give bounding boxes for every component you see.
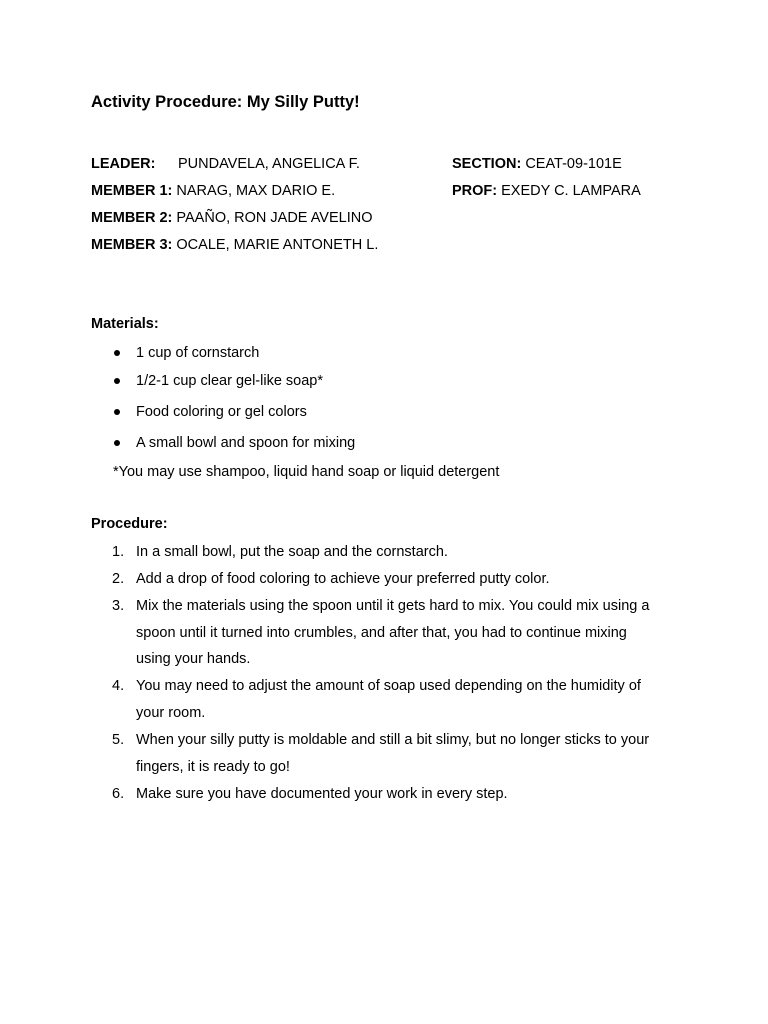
materials-heading: Materials:	[91, 316, 159, 332]
step-text-continued: fingers, it is ready to go!	[136, 759, 290, 775]
step-number: 3.	[112, 598, 125, 614]
prof-value: EXEDY C. LAMPARA	[501, 183, 641, 199]
step-text: In a small bowl, put the soap and the cornstarch.	[136, 544, 448, 560]
member2-row	[91, 209, 372, 227]
materials-item: Food coloring or gel colors	[136, 404, 307, 420]
step-number: 4.	[112, 678, 125, 694]
materials-item: A small bowl and spoon for mixing	[136, 435, 356, 451]
bullet-icon	[114, 350, 120, 356]
step-text: Make sure you have documented your work in every step.	[136, 786, 508, 802]
leader-name: PUNDAVELA, ANGELICA F.	[178, 156, 360, 172]
bullet-icon	[114, 409, 120, 415]
prof-label: PROF:	[452, 183, 498, 199]
leader-row	[91, 155, 155, 173]
materials-note: *You may use shampoo, liquid hand soap or liquid detergent	[113, 464, 500, 480]
step-text: When your silly putty is moldable and still a bit slimy, but no longer sticks to your	[136, 732, 650, 748]
section-row	[452, 155, 622, 173]
member1-label: MEMBER 1:	[91, 183, 173, 199]
leader-label: LEADER:	[91, 156, 156, 172]
procedure-heading: Procedure:	[91, 516, 168, 532]
step-number: 2.	[112, 571, 125, 587]
materials-item: 1 cup of cornstarch	[136, 345, 260, 361]
step-text: Add a drop of food coloring to achieve your preferred putty color.	[136, 571, 550, 587]
member2-name: PAAÑO, RON JADE AVELINO	[176, 210, 373, 226]
step-text-continued: your room.	[136, 705, 206, 721]
step-text-continued: spoon until it turned into crumbles, and after that, you had to continue mixing	[136, 625, 627, 641]
member3-label: MEMBER 3:	[91, 237, 173, 253]
section-value: CEAT-09-101E	[525, 156, 622, 172]
bullet-icon	[114, 378, 120, 384]
member3-row	[91, 236, 378, 254]
bullet-icon	[114, 440, 120, 446]
member3-name: OCALE, MARIE ANTONETH L.	[176, 237, 379, 253]
materials-item: 1/2-1 cup clear gel-like soap*	[136, 373, 323, 389]
section-label: SECTION:	[452, 156, 522, 172]
step-number: 6.	[112, 786, 125, 802]
prof-row	[452, 182, 641, 200]
member2-label: MEMBER 2:	[91, 210, 173, 226]
step-text-continued: using your hands.	[136, 651, 251, 667]
member1-name: NARAG, MAX DARIO E.	[176, 183, 336, 199]
step-number: 5.	[112, 732, 125, 748]
step-text: Mix the materials using the spoon until it gets hard to mix. You could mix using a	[136, 598, 650, 614]
document-title: Activity Procedure: My Silly Putty!	[91, 93, 360, 111]
member1-row	[91, 182, 335, 200]
step-number: 1.	[112, 544, 125, 560]
step-text: You may need to adjust the amount of soap used depending on the humidity of	[136, 678, 641, 694]
